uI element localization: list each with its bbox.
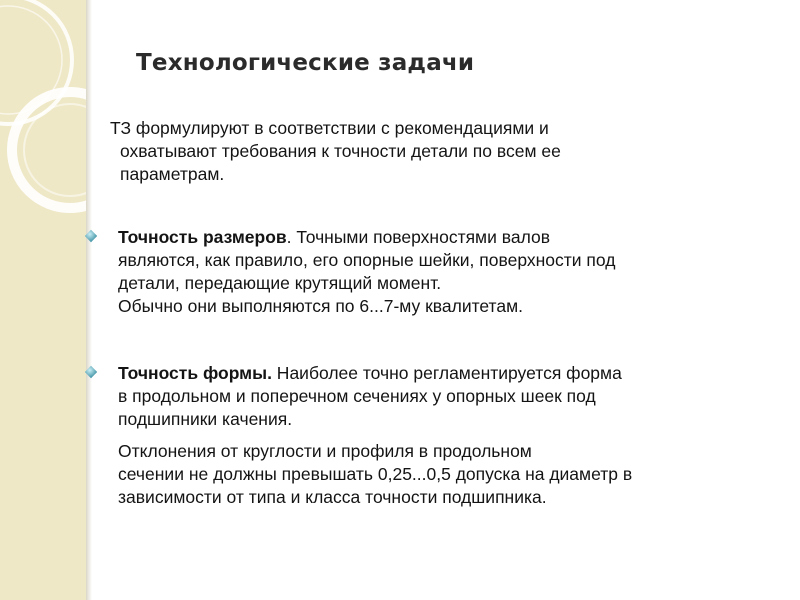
bullet-heading: Точность размеров <box>118 227 287 247</box>
paragraph-line: Отклонения от круглости и профиля в продольном <box>118 441 532 461</box>
bullet-heading: Точность формы. <box>118 363 272 383</box>
bullet-text: . Точными поверхностями валов <box>286 227 551 247</box>
intro-line: параметрам. <box>120 164 225 184</box>
bullet-line: являются, как правило, его опорные шейки, поверхности под <box>118 250 616 270</box>
bullet-line <box>118 362 778 385</box>
bullet-line: подшипники качения. <box>118 409 293 429</box>
deviation-paragraph <box>118 440 778 509</box>
bullet-icon <box>84 229 98 243</box>
bullet-icon <box>84 365 98 379</box>
paragraph-line: сечении не должны превышать 0,25...0,5 допуска на диаметр в <box>118 464 633 484</box>
bullet-line <box>118 226 778 249</box>
bullet-line: детали, передающие крутящий момент. <box>118 273 442 293</box>
slide-title: Технологические задачи <box>136 50 475 76</box>
intro-paragraph <box>110 117 760 186</box>
intro-line: охватывают требования к точности детали по всем ее <box>120 141 561 161</box>
bullet-dimension-accuracy <box>118 226 778 318</box>
bullet-text: Наиболее точно регламентируется форма <box>271 363 622 383</box>
paragraph-line: зависимости от типа и класса точности подшипника. <box>118 487 547 507</box>
intro-line: ТЗ формулируют в соответствии с рекомендациями и <box>110 118 549 138</box>
bullet-line: Обычно они выполняются по 6...7-му квалитетам. <box>118 296 524 316</box>
bullet-form-accuracy <box>118 362 778 431</box>
bullet-line: в продольном и поперечном сечениях у опорных шеек под <box>118 386 596 406</box>
